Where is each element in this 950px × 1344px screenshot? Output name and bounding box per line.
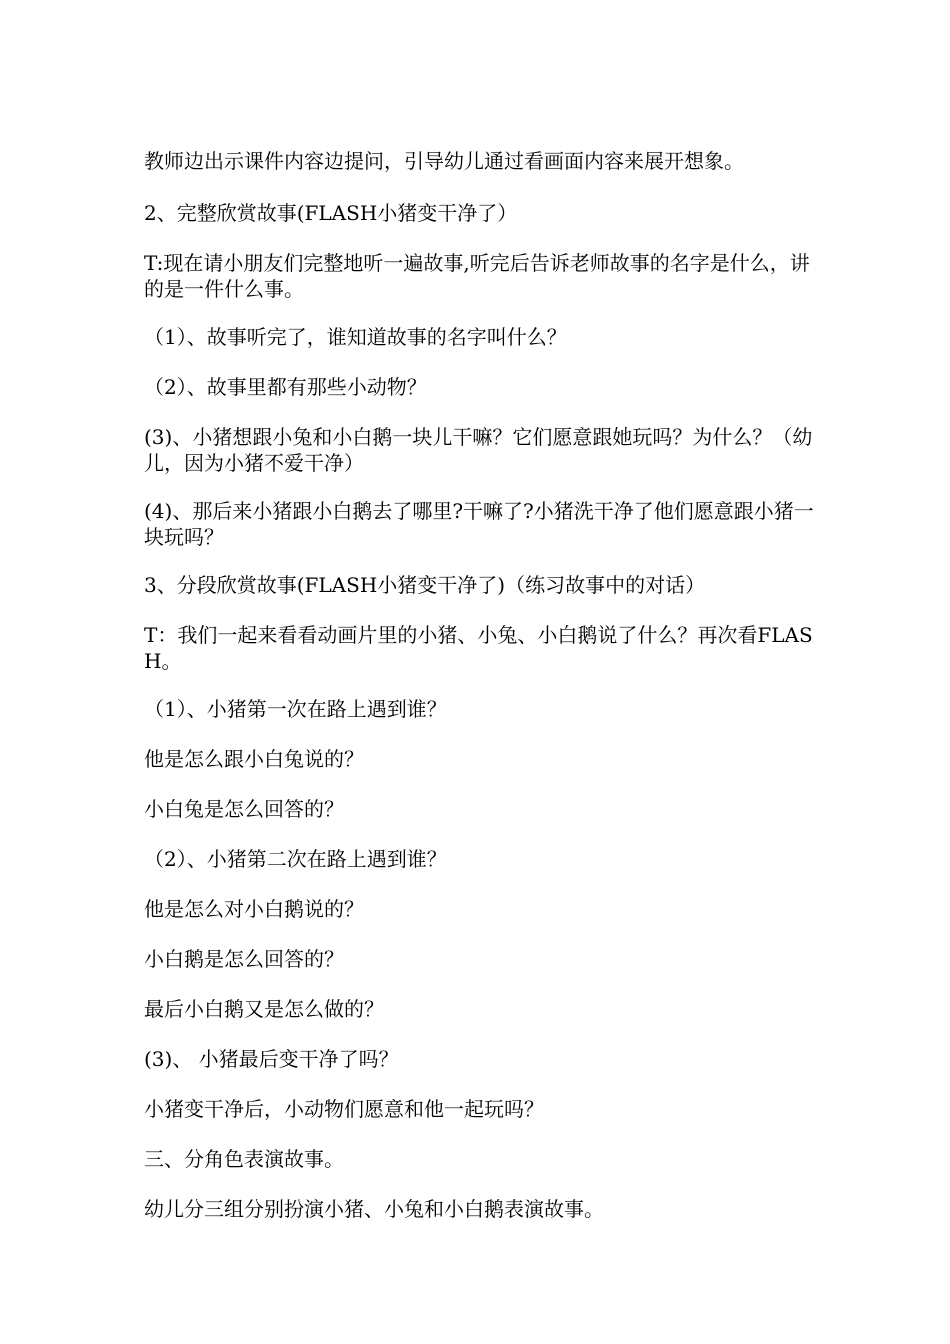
paragraph-sub-question-1: （1）、小猪第一次在路上遇到谁？ bbox=[144, 697, 447, 721]
paragraph-step-3: 3、分段欣赏故事(FLASH小猪变干净了)（练习故事中的对话） bbox=[144, 573, 706, 597]
paragraph-step-2: 2、完整欣赏故事(FLASH小猪变干净了） bbox=[144, 201, 518, 225]
paragraph-line: 他是怎么跟小白兔说的？ bbox=[144, 747, 364, 771]
paragraph-line: 最后小白鹅又是怎么做的？ bbox=[144, 997, 384, 1021]
paragraph-sub-question-3: (3)、 小猪最后变干净了吗？ bbox=[144, 1047, 399, 1071]
paragraph-final: 幼儿分三组分别扮演小猪、小兔和小白鹅表演故事。 bbox=[144, 1197, 604, 1221]
paragraph-sub-question-2: （2）、小猪第二次在路上遇到谁？ bbox=[144, 847, 447, 871]
paragraph-line: 他是怎么对小白鹅说的？ bbox=[144, 897, 364, 921]
paragraph-intro: 教师边出示课件内容边提问，引导幼儿通过看画面内容来展开想象。 bbox=[144, 149, 744, 173]
paragraph-question-1: （1）、故事听完了，谁知道故事的名字叫什么？ bbox=[144, 325, 567, 349]
paragraph-line: 小猪变干净后，小动物们愿意和他一起玩吗？ bbox=[144, 1097, 544, 1121]
paragraph-question-3: (3)、小猪想跟小兔和小白鹅一块儿干嘛？它们愿意跟她玩吗？为什么？（幼儿，因为小猪不爱干净） bbox=[144, 425, 813, 475]
paragraph-line: 小白鹅是怎么回答的？ bbox=[144, 947, 344, 971]
paragraph-question-4: (4)、那后来小猪跟小白鹅去了哪里?干嘛了?小猪洗干净了他们愿意跟小猪一块玩吗？ bbox=[144, 499, 814, 549]
paragraph-teacher-prompt-1: T:现在请小朋友们完整地听一遍故事,听完后告诉老师故事的名字是什么，讲的是一件什么事。 bbox=[144, 251, 810, 301]
paragraph-teacher-prompt-2: T：我们一起来看看动画片里的小猪、小兔、小白鹅说了什么？再次看FLASH。 bbox=[144, 623, 813, 673]
paragraph-question-2: （2）、故事里都有那些小动物？ bbox=[144, 375, 427, 399]
paragraph-line: 小白兔是怎么回答的？ bbox=[144, 797, 344, 821]
section-heading-3: 三、分角色表演故事。 bbox=[144, 1147, 344, 1171]
